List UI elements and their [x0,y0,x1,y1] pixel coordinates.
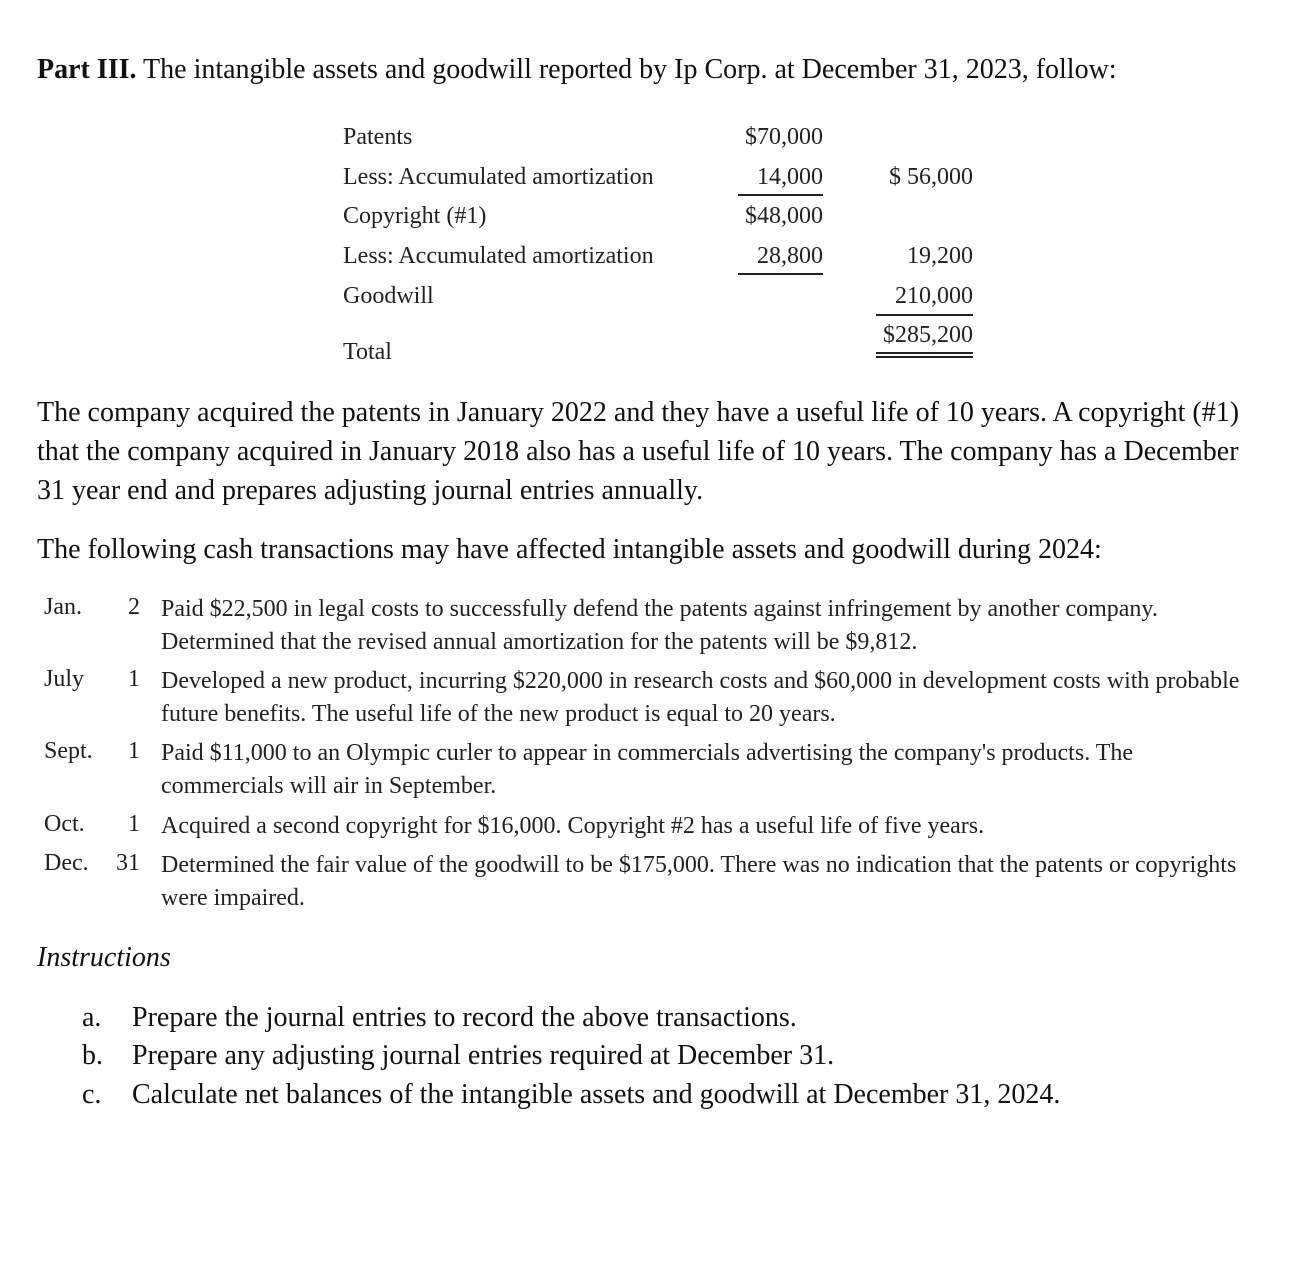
instructions-heading: Instructions [37,942,171,973]
transaction-text: Determined the fair value of the goodwill to be $175,000. There was no indication that the patents or copyrights were impaired. [161,852,1237,911]
transaction-day: 31 [116,850,140,876]
row-col1: $48,000 [745,203,823,229]
underline [876,314,973,316]
row-label: Less: Accumulated amortization [343,243,654,269]
row-label: Goodwill [343,283,434,309]
instruction-text: Prepare the journal entries to record the above transactions. [132,1002,797,1033]
part-label: Part III. [37,54,137,85]
row-label: Copyright (#1) [343,203,487,229]
row-label: Less: Accumulated amortization [343,164,654,190]
transaction-day: 1 [128,666,140,692]
transaction-day: 1 [128,738,140,764]
transaction-text: Acquired a second copyright for $16,000. Copyright #2 has a useful life of five years. [161,813,985,839]
underline [738,194,823,196]
transaction-month: Sept. [44,738,93,764]
instruction-marker: c. [82,1079,102,1110]
transaction-month: Jan. [44,594,82,620]
title-text: The intangible assets and goodwill reported by Ip Corp. at December 31, 2023, follow: [136,54,1117,85]
row-label: Patents [343,124,413,150]
row-label: Total [343,339,392,365]
transaction-text: Developed a new product, incurring $220,000 in research costs and $60,000 in development costs with probable future benefits. The useful life of the new product is equal to 20 years. [161,668,1240,727]
instruction-marker: b. [82,1040,103,1071]
row-col1: $70,000 [745,124,823,150]
instruction-marker: a. [82,1002,102,1033]
row-col2: 210,000 [895,283,973,309]
row-col2: 19,200 [907,243,973,269]
transaction-month: Dec. [44,850,89,876]
row-col1: 14,000 [757,164,823,190]
paragraph-transactions-intro: The following cash transactions may have affected intangible assets and goodwill during 2024: [37,534,1102,565]
paragraph-acquisition: The company acquired the patents in January 2022 and they have a useful life of 10 years. A copyright (#1) that the company acquired in January 2018 also has a useful life of 10 years. The company has a December 31 year end and prepares adjusting journal entries annually. [37,397,1240,506]
transaction-month: Oct. [44,811,85,837]
instruction-text: Prepare any adjusting journal entries required at December 31. [132,1040,835,1071]
transaction-day: 2 [128,594,140,620]
row-col2: $ 56,000 [889,164,973,190]
underline [738,273,823,275]
instruction-text: Calculate net balances of the intangible assets and goodwill at December 31, 2024. [132,1079,1061,1110]
double-underline [876,356,973,358]
transaction-text: Paid $22,500 in legal costs to successfully defend the patents against infringement by another company. Determined that the revised annual amortization for the patents will be $9,812. [161,596,1158,655]
transaction-text: Paid $11,000 to an Olympic curler to appear in commercials advertising the company's products. The commercials will air in September. [161,740,1134,799]
row-col1: 28,800 [757,243,823,269]
transaction-month: July [44,666,85,692]
double-underline [876,352,973,354]
row-col2: $285,200 [883,322,973,348]
part-title [37,54,1117,86]
transaction-day: 1 [128,811,140,837]
